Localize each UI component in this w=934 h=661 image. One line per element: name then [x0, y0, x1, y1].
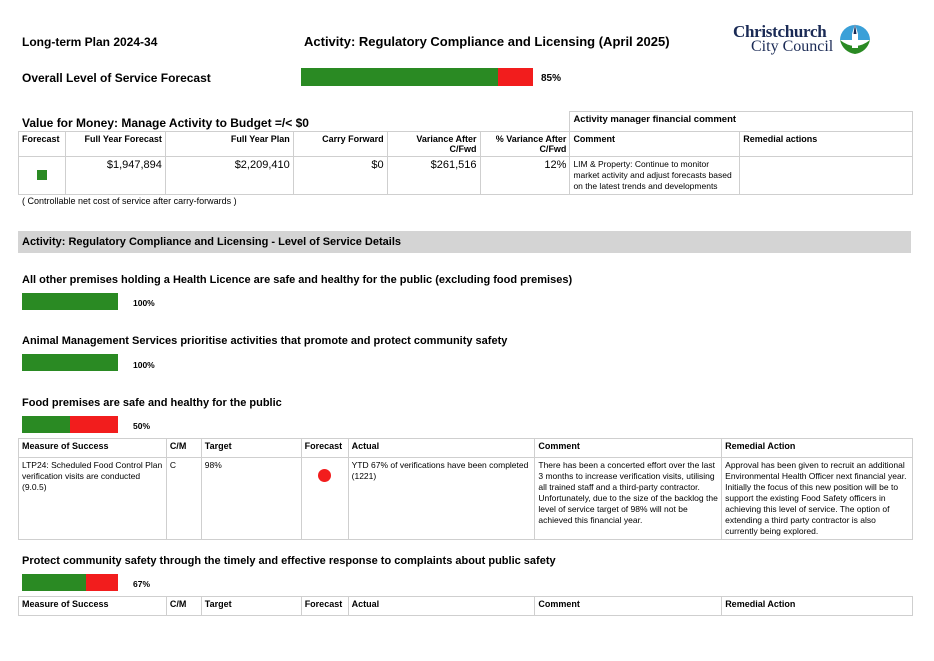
section-progress-red	[86, 574, 118, 591]
col-pct-variance: % Variance After C/Fwd	[480, 132, 570, 157]
logo-line1: Christchurch	[733, 22, 827, 41]
col-cm: C/M	[166, 597, 201, 616]
col-full-year-forecast: Full Year Forecast	[65, 132, 165, 157]
council-logo	[733, 22, 878, 58]
col-actual: Actual	[348, 439, 535, 458]
section-percent: 50%	[133, 421, 151, 431]
measure-text: LTP24: Scheduled Food Control Plan verification visits are conducted (9.0.5)	[19, 458, 167, 540]
col-target: Target	[201, 439, 301, 458]
logo-line2: City Council	[751, 38, 834, 55]
carry-forward-value: $0	[293, 157, 387, 195]
col-forecast: Forecast	[301, 439, 348, 458]
section-progress-red	[70, 416, 118, 433]
col-remedial-action: Remedial Action	[722, 597, 913, 616]
section-progress-green	[22, 574, 86, 591]
cathedral-icon	[837, 22, 873, 56]
col-forecast: Forecast	[19, 132, 66, 157]
col-comment: Comment	[535, 439, 722, 458]
section-percent: 100%	[133, 298, 155, 308]
section-progress-green	[22, 293, 118, 310]
col-target: Target	[201, 597, 301, 616]
forecast-status-dot	[318, 469, 331, 482]
overall-percent: 85%	[541, 73, 562, 84]
pct-variance-value: 12%	[480, 157, 570, 195]
measure-comment: There has been a concerted effort over the last 3 months to increase verification visits, utilising all trained staff and a third-party contractor. Unfortunately, due to the size of the backlog the level of service target of 98% will not be achieved this financial year.	[535, 458, 722, 540]
section-progress-bar	[22, 293, 118, 310]
budget-title: Value for Money: Manage Activity to Budget =/< $0	[22, 116, 309, 130]
full-year-forecast-value: $1,947,894	[65, 157, 165, 195]
section-title: Protect community safety through the timely and effective response to complaints about public safety	[22, 555, 556, 567]
col-full-year-plan: Full Year Plan	[165, 132, 293, 157]
los-banner: Activity: Regulatory Compliance and Licensing - Level of Service Details	[18, 231, 911, 253]
col-variance: Variance After C/Fwd	[387, 132, 480, 157]
measure-target: 98%	[201, 458, 301, 540]
variance-value: $261,516	[387, 157, 480, 195]
section-title: Food premises are safe and healthy for the public	[22, 397, 282, 409]
col-measure: Measure of Success	[19, 597, 167, 616]
col-comment: Comment	[570, 132, 740, 157]
col-remedial-action: Remedial Action	[722, 439, 913, 458]
measure-cm: C	[166, 458, 201, 540]
col-forecast: Forecast	[301, 597, 348, 616]
budget-table	[18, 111, 913, 195]
col-carry-forward: Carry Forward	[293, 132, 387, 157]
col-actual: Actual	[348, 597, 535, 616]
complaints-measure-table	[18, 596, 913, 616]
forecast-status-square	[37, 170, 47, 180]
col-remedial: Remedial actions	[740, 132, 913, 157]
activity-title: Activity: Regulatory Compliance and Licensing (April 2025)	[304, 34, 670, 49]
measure-remedial: Approval has been given to recruit an additional Environmental Health Officer next financial year. Initially the focus of this new position will be to support the existing Food Safety officers in achieving this level of service. The option of extending a third party contractor is also currently being explored.	[722, 458, 913, 540]
overall-progress-bar	[301, 68, 533, 86]
overall-progress-red	[498, 68, 533, 86]
budget-comment: LIM & Property: Continue to monitor market activity and adjust forecasts based on the latest trends and developments	[570, 157, 740, 195]
plan-title: Long-term Plan 2024-34	[22, 35, 158, 49]
full-year-plan-value: $2,209,410	[165, 157, 293, 195]
section-progress-bar	[22, 416, 118, 433]
section-progress-bar	[22, 574, 118, 591]
overall-label: Overall Level of Service Forecast	[22, 71, 211, 85]
measure-actual: YTD 67% of verifications have been completed (1221)	[348, 458, 535, 540]
budget-remedial	[740, 157, 913, 195]
budget-note: ( Controllable net cost of service after carry-forwards )	[22, 196, 237, 206]
manager-comment-title: Activity manager financial comment	[570, 112, 913, 132]
overall-progress-green	[301, 68, 498, 86]
food-measure-table	[18, 438, 913, 540]
section-progress-green	[22, 416, 70, 433]
col-cm: C/M	[166, 439, 201, 458]
section-progress-green	[22, 354, 118, 371]
section-progress-bar	[22, 354, 118, 371]
section-percent: 100%	[133, 360, 155, 370]
col-measure: Measure of Success	[19, 439, 167, 458]
col-comment: Comment	[535, 597, 722, 616]
section-title: Animal Management Services prioritise activities that promote and protect community safety	[22, 335, 508, 347]
section-percent: 67%	[133, 579, 151, 589]
section-title: All other premises holding a Health Licence are safe and healthy for the public (excluding food premises)	[22, 274, 573, 286]
